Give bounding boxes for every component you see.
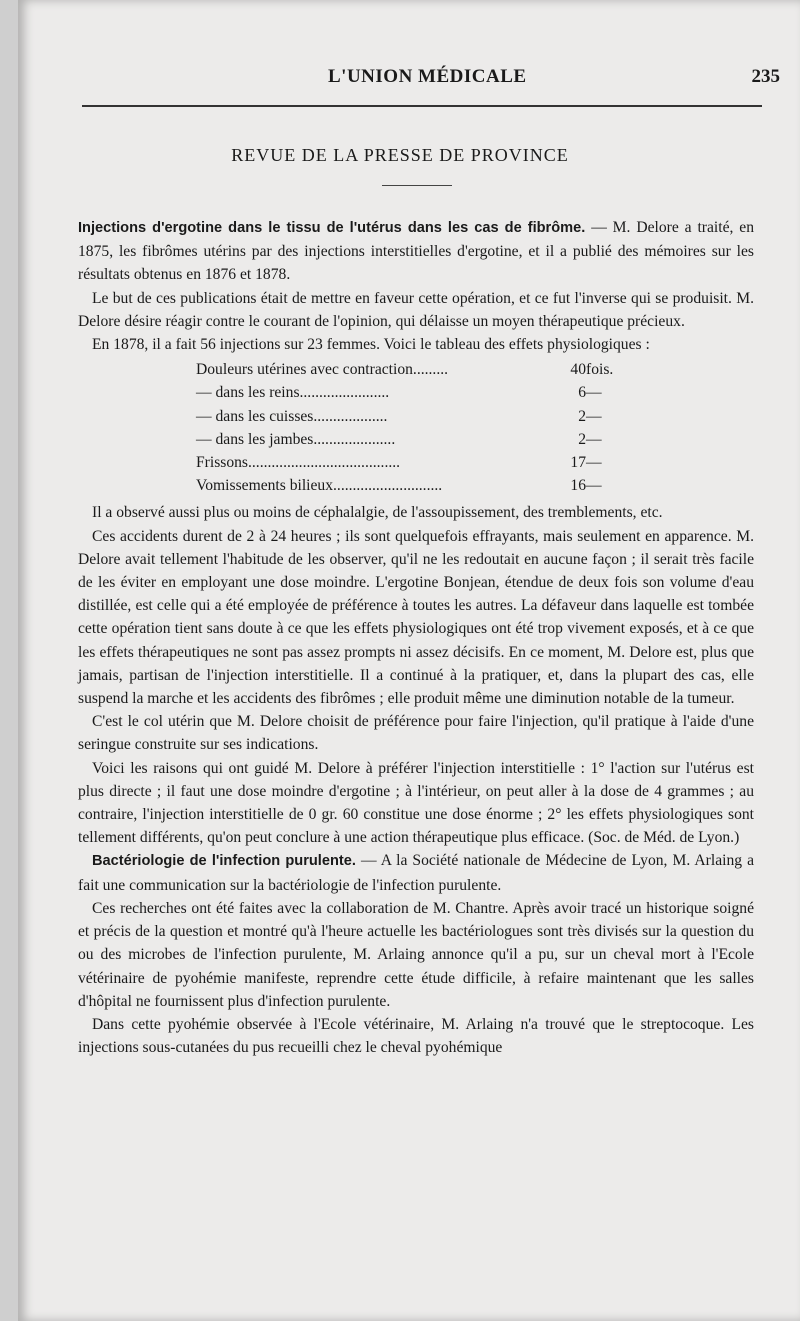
article2-heading: Bactériologie de l'infection purulente. bbox=[92, 853, 356, 870]
table-cell-count: 6 bbox=[578, 384, 586, 402]
table-row bbox=[196, 358, 646, 381]
table-cell-unit: — bbox=[586, 384, 602, 402]
article1-heading: Injections d'ergotine dans le tissu de l'utérus dans les cas de fibrôme. bbox=[78, 220, 586, 236]
article-body bbox=[78, 216, 754, 1059]
section-title: REVUE DE LA PRESSE DE PROVINCE bbox=[231, 145, 569, 165]
table-cell-unit: — bbox=[586, 454, 602, 472]
article2-p2: Ces recherches ont été faites avec la collaboration de M. Chantre. Après avoir tracé un historique soigné et précis de la question et montré qu'à l'heure actuelle les bactériologues sont très divisés sur la question du ou des microbes de l'infection purulente, M. Arlaing annonce qu'il a pu, sur un cheval mort à l'Ecole vétérinaire de pyohémie manifeste, reprendre cette étude difficile, à refaire maintenant que les salles d'hôpital ne fournissent plus d'infection purulente. bbox=[78, 899, 754, 1010]
table-row bbox=[196, 451, 646, 474]
table-cell-label: — dans les cuisses................... bbox=[196, 407, 388, 425]
table-cell-label: — dans les jambes..................... bbox=[196, 430, 396, 448]
table-cell-count: 40 bbox=[570, 361, 586, 379]
table-cell-count: 2 bbox=[578, 407, 586, 425]
table-cell-unit: — bbox=[586, 477, 602, 495]
table-cell-unit: — bbox=[586, 430, 602, 448]
table-row bbox=[196, 381, 646, 404]
header-rule bbox=[82, 105, 762, 107]
table-row bbox=[196, 405, 646, 428]
article2-intro bbox=[78, 849, 754, 896]
table-cell-label: — dans les reins....................... bbox=[196, 384, 390, 402]
effects-table bbox=[196, 358, 646, 497]
page-number: 235 bbox=[751, 66, 780, 87]
section-divider bbox=[382, 185, 452, 186]
article1-p1: — M. Delore a traité, en 1875, les fibrômes utérins par des injections interstitielles d'ergotine, et il a publié des mémoires sur les résultats obtenus en 1876 et 1878. bbox=[78, 219, 754, 284]
article1-p2: Le but de ces publications était de mettre en faveur cette opération, et ce fut l'inverse qui se produisit. M. Delore désire réagir contre le courant de l'opinion, qui délaisse un moyen thérapeutique précieux. bbox=[78, 289, 754, 330]
article2-p1: — A la Société nationale de Médecine de Lyon, M. Arlaing a fait une communication sur la bactériologie de l'infection purulente. bbox=[78, 852, 754, 894]
table-cell-unit: fois. bbox=[586, 361, 614, 379]
table-row bbox=[196, 428, 646, 451]
article1-p4: Il a observé aussi plus ou moins de céphalalgie, de l'assoupissement, des tremblements, etc. bbox=[92, 504, 663, 522]
article1-p7: Voici les raisons qui ont guidé M. Delore à préférer l'injection interstitielle : 1° l'action sur l'utérus est plus directe ; il faut une dose moindre d'ergotine ; à l'intérieur, on peut aller à la dose de 4 grammes ; au contraire, l'injection interstitielle de 0 gr. 60 constitue une dose énorme ; 2° les effets physiologiques sont tellement différents, qu'on peut conclure à une action thérapeutique plus efficace. (Soc. de Méd. de Lyon.) bbox=[78, 759, 754, 847]
table-cell-label: Frissons....................................... bbox=[196, 454, 401, 472]
article1-p6: C'est le col utérin que M. Delore choisit de préférence pour faire l'injection, qu'il pratique à l'aide d'une seringue construite sur ses indications. bbox=[78, 713, 754, 754]
table-cell-label: Douleurs utérines avec contraction......... bbox=[196, 361, 449, 379]
table-cell-unit: — bbox=[586, 407, 602, 425]
page-header bbox=[108, 66, 788, 106]
table-cell-count: 16 bbox=[570, 477, 586, 495]
article1-p5: Ces accidents durent de 2 à 24 heures ; ils sont quelquefois effrayants, mais seulement en apparence. M. Delore avait tellement l'habitude de les observer, qu'il ne les redoutait en aucune façon ; il serait très facile de les éviter en employant une dose moindre. L'ergotine Bonjean, étendue de deux fois son volume d'eau distillée, est celle qui a été employée de préférence à toutes les autres. La défaveur dans laquelle est tombée cette opération tient sans doute à ce que les effets physiologiques ont été trop vivement exposés, et à ce que les effets thérapeutiques ne sont pas assez prompts ni assez décisifs. En ce moment, M. Delore est, plus que jamais, partisan de l'injection interstitielle. Il a continué à la pratiquer, et, dans la plupart des cas, elle suspend la marche et les accidents des fibrômes ; elle produit même une diminution notable de la tumeur. bbox=[78, 527, 754, 708]
article2-p3: Dans cette pyohémie observée à l'Ecole vétérinaire, M. Arlaing n'a trouvé que le streptocoque. Les injections sous-cutanées du pus recueilli chez le cheval pyohémique bbox=[78, 1015, 754, 1057]
table-cell-count: 17 bbox=[570, 454, 586, 472]
article1-p3: En 1878, il a fait 56 injections sur 23 femmes. Voici le tableau des effets physiologiques : bbox=[92, 336, 650, 354]
table-cell-count: 2 bbox=[578, 430, 586, 448]
article1-intro bbox=[78, 216, 754, 287]
running-title: L'UNION MÉDICALE bbox=[328, 66, 527, 87]
table-cell-label: Vomissements bilieux............................ bbox=[196, 477, 443, 495]
table-row bbox=[196, 474, 646, 497]
